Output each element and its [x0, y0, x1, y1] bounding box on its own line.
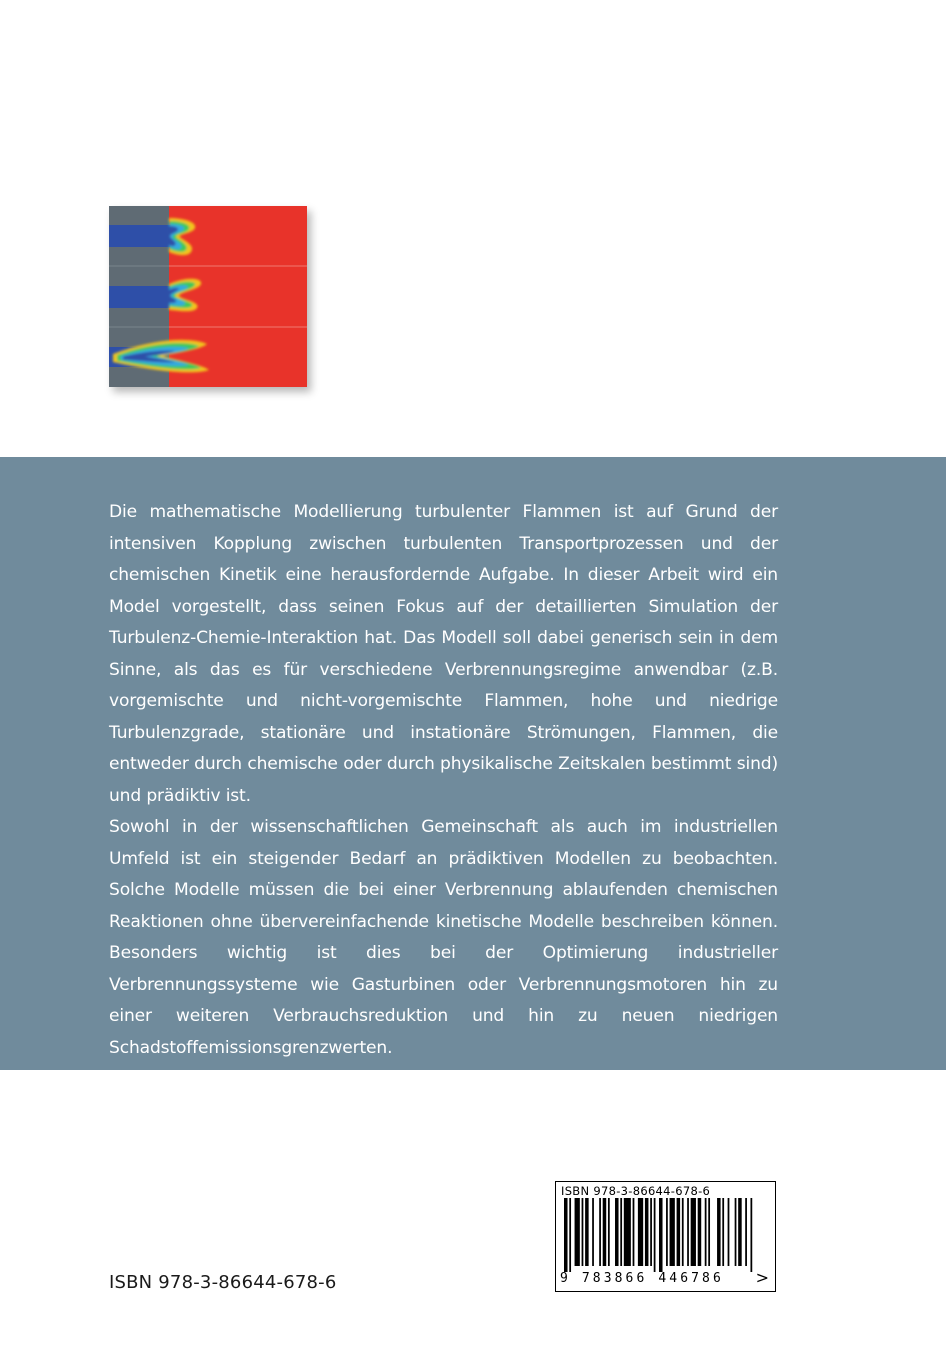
barcode-bar: [698, 1198, 702, 1266]
barcode-bar: [564, 1198, 568, 1272]
barcode-bar: [608, 1198, 610, 1266]
barcode-bar: [620, 1198, 622, 1266]
barcode-bar: [722, 1198, 724, 1266]
barcode-bar: [728, 1198, 730, 1266]
barcode-bar: [750, 1198, 752, 1272]
barcode-bar: [638, 1198, 643, 1266]
barcode-bar: [682, 1198, 684, 1266]
barcode-digits: 9 783866 446786: [560, 1271, 724, 1286]
barcode-bar: [633, 1198, 635, 1266]
cover-flame-figure: [109, 206, 307, 387]
barcode-bar: [615, 1198, 619, 1266]
barcode-bar: [677, 1198, 681, 1266]
barcode-isbn-label: ISBN 978-3-86644-678-6: [561, 1184, 711, 1198]
barcode-bar: [599, 1198, 601, 1266]
flame-simulation-image: [109, 206, 307, 387]
barcode-bar: [659, 1198, 663, 1272]
barcode-bar: [624, 1198, 631, 1266]
barcode-bar: [745, 1198, 747, 1266]
barcode-bar: [666, 1198, 668, 1266]
barcode-bar: [708, 1198, 710, 1266]
barcode-bar: [705, 1198, 707, 1266]
barcode-bar: [670, 1198, 675, 1266]
barcode-bar: [569, 1198, 571, 1272]
barcode-box: [555, 1181, 776, 1292]
barcode-arrow: >: [755, 1268, 769, 1287]
barcode-bar: [603, 1198, 607, 1266]
barcode-bar: [582, 1198, 584, 1266]
isbn-text: ISBN 978-3-86644-678-6: [109, 1272, 337, 1293]
barcode-bar: [575, 1198, 580, 1266]
barcode-bar: [654, 1198, 656, 1272]
barcode-bar: [738, 1198, 742, 1266]
blurb-paragraph-1: Die mathematische Modellierung turbulenter Flammen ist auf Grund der intensiven Kopplung zwischen turbulenten Transportprozessen und der chemischen Kinetik eine herausfordernde Aufgabe. In dieser Arbeit wird ein Model vorgestellt, dass seinen Fokus auf der detaillierten Simulation der Turbulenz-Chemie-Interaktion hat. Das Modell soll dabei generisch sein in dem Sinne, als das es für verschiedene Verbrennungsregime anwendbar (z.B. vorgemischte und nicht-vorgemischte Flammen, hohe und niedrige Turbulenzgrade, stationäre und instationäre Strömungen, Flammen, die entweder durch chemische oder durch physikalische Zeitskalen bestimmt sind) und prädiktiv ist.: [109, 502, 778, 806]
barcode-bar: [585, 1198, 589, 1266]
barcode-bar: [691, 1198, 696, 1266]
barcode-bar: [592, 1198, 594, 1266]
barcode-bars: [560, 1198, 758, 1272]
blurb-paragraph-2: Sowohl in der wissenschaftlichen Gemeinschaft als auch im industriellen Umfeld ist ein steigender Bedarf an prädiktiven Modellen zu beobachten. Solche Modelle müssen die bei einer Verbrennung ablaufenden chemischen Reaktionen ohne übervereinfachende kinetische Modelle beschreiben können. Besonders wichtig ist dies bei der Optimierung industrieller Verbrennungssysteme wie Gasturbinen oder Verbrennungsmotoren hin zu einer weiteren Verbrauchsreduktion und hin zu neuen niedrigen Schadstoffemissionsgrenzwerten.: [109, 817, 778, 1058]
barcode-bar: [650, 1198, 652, 1266]
barcode-bar: [717, 1198, 721, 1266]
barcode-bar: [735, 1198, 737, 1266]
barcode-bar: [687, 1198, 689, 1266]
barcode-bar: [645, 1198, 649, 1266]
